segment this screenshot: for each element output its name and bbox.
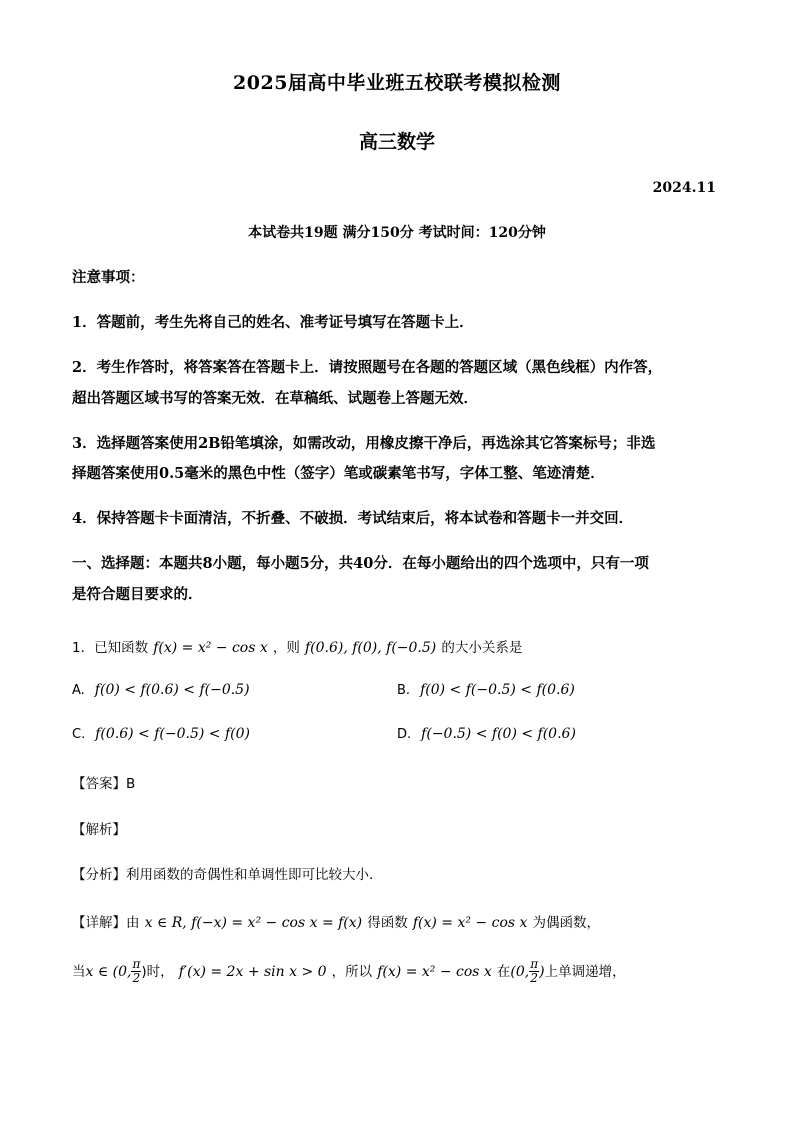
detail-text-3: 为偶函数， [532,915,600,931]
detail-math-5: f(x) = x² − cos x [377,964,492,980]
notice-item-3-line-2: 择题答案使用0.5毫米的黑色中性（签字）笔或碳素笔书写，字体工整、笔迹清楚． [72,465,605,482]
analysis-tag: 【解析】 [72,822,126,838]
detail-text-1: 由 [126,915,140,931]
pi-over-two-fraction-2 [529,958,539,985]
notice-item-2-line-2: 超出答题区域书写的答案无效．在草稿纸、试题卷上答题无效． [72,390,478,407]
option-a [72,682,250,698]
question-1-arguments: f(0.6), f(0), f(−0.5) [304,640,437,656]
pi-over-two-fraction [131,958,141,985]
section-heading-line-1: 一、选择题：本题共8小题，每小题5分，共40分．在每小题给出的四个选项中，只有一项 [72,555,649,572]
option-b [397,682,575,698]
fraction-numerator: π [132,957,141,971]
fraction-numerator-2: π [530,957,539,971]
answer-value: B [126,776,136,792]
question-1-function: f(x) = x² − cos x [153,640,268,656]
exam-date: 2024.11 [652,180,716,196]
option-b-text: f(0) < f(−0.5) < f(0.6) [420,682,575,698]
question-1-mid: ，则 [272,640,300,656]
detail-text-8: 上单调递增， [544,964,626,980]
detail-line-1 [72,911,600,931]
fenxi-tag: 【分析】 [72,867,126,883]
notice-item-1: 1．答题前，考生先将自己的姓名、准考证号填写在答题卡上． [72,314,474,331]
question-1-stem [72,636,522,656]
detail-math-7: ) [539,964,545,980]
exam-meta: 本试卷共19题 满分150分 考试时间：120分钟 [248,225,546,241]
detail-math-2: f(x) = x² − cos x [412,915,528,931]
option-c [72,726,250,742]
option-d [397,726,576,742]
option-c-label: C. [72,727,86,742]
exam-subject: 高三数学 [358,131,435,153]
option-d-text: f(−0.5) < f(0) < f(0.6) [421,726,576,742]
fenxi-line [72,863,373,883]
detail-math-1: x ∈ R, f(−x) = x² − cos x = f(x) [144,915,363,931]
detail-text-5: )时， [141,964,174,980]
option-a-label: A. [72,683,85,698]
detail-math-3: x ∈ (0, [85,964,132,980]
detail-math-6: (0, [510,964,530,980]
exam-title: 2025届高中毕业班五校联考模拟检测 [233,72,561,94]
detail-text-7: 在 [496,964,511,980]
option-a-text: f(0) < f(0.6) < f(−0.5) [94,682,250,698]
question-1-suffix: 的大小关系是 [441,640,523,656]
detail-tag: 【详解】 [72,915,126,931]
detail-line-2 [72,958,626,985]
question-1-prefix: 1．已知函数 [72,640,149,656]
detail-text-4: 当 [72,964,86,980]
option-b-label: B. [397,683,411,698]
notice-item-2-line-1: 2．考生作答时，将答案答在答题卡上．请按照题号在各题的答题区域（黑色线框）内作答， [72,359,663,376]
detail-text-2: 得函数 [367,915,408,931]
fraction-denominator-2: 2 [530,971,539,985]
fenxi-text: 利用函数的奇偶性和单调性即可比较大小. [126,867,374,883]
answer-tag: 【答案】 [72,776,126,792]
fraction-denominator: 2 [132,971,141,985]
answer-line [72,772,135,792]
section-heading-line-2: 是符合题目要求的． [72,586,203,603]
option-d-label: D. [397,727,412,742]
option-c-text: f(0.6) < f(−0.5) < f(0) [95,726,250,742]
notice-item-3-line-1: 3．选择题答案使用2B铅笔填涂，如需改动，用橡皮擦干净后，再选涂其它答案标号；非选 [72,435,656,452]
detail-math-4: f′(x) = 2x + sin x > 0 [178,964,327,980]
notice-heading: 注意事项： [72,269,145,286]
notice-item-4: 4．保持答题卡卡面清洁，不折叠、不破损．考试结束后，将本试卷和答题卡一并交回． [72,510,634,527]
detail-text-6: ，所以 [331,964,373,980]
